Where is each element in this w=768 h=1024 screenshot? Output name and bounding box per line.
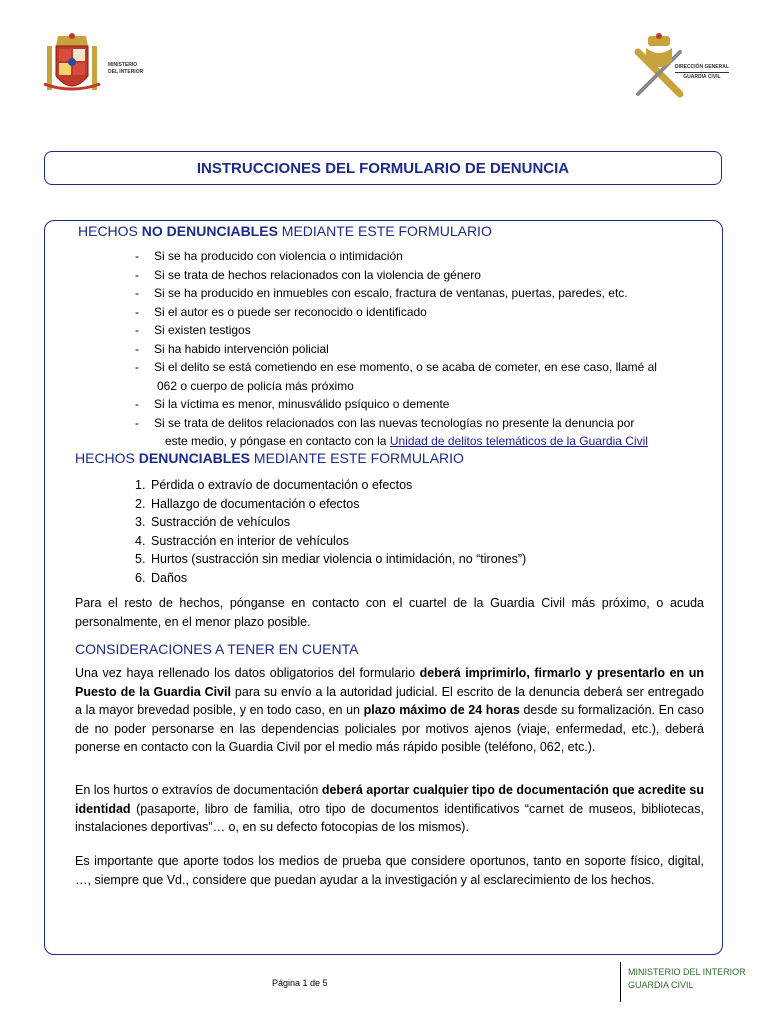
consideraciones-paragraph-3: Es importante que aporte todos los medios de prueba que considere oportunos, tanto en soporte físico, digital, …, siempre que Vd., considere que puedan ayudar a la investigación y al esclarecimiento de los hechos.: [75, 854, 704, 887]
list-item: - Si ha habido intervención policial: [135, 341, 329, 356]
left-logo-text: MINISTERIO DEL INTERIOR: [108, 62, 144, 75]
list-item: - Si existen testigos: [135, 323, 251, 337]
list-item: 1. Pérdida o extravío de documentación o efectos: [135, 478, 413, 492]
list-item: - Si se ha producido en inmuebles con escalo, fractura de ventanas, puertas, paredes, etc.: [135, 286, 628, 300]
list-item: 5. Hurtos (sustracción sin mediar violencia o intimidación, no “tirones”): [135, 552, 527, 566]
resto-paragraph: Para el resto de hechos, pónganse en contacto con el cuartel de la Guardia Civil más próximo, o acuda personalmente, en el menor plazo posible.: [75, 596, 704, 629]
list-item: 6. Daños: [135, 570, 188, 585]
list-item-continuation: 062 o cuerpo de policía más próximo: [157, 378, 354, 393]
list-item: - Si se trata de hechos relacionados con la violencia de género: [135, 267, 481, 282]
consideraciones-heading: CONSIDERACIONES A TENER EN CUENTA: [75, 641, 359, 657]
consideraciones-paragraph-2: En los hurtos o extravíos de documentación deberá aportar cualquier tipo de documentación que acredite su identidad (pasaporte, libro de familia, otro tipo de documentos identificativos “carnet de museos, bibliotecas, instalaciones deportivas”… o, en su defecto fotocopias de los mismos).: [75, 783, 705, 834]
list-item: - Si el autor es o puede ser reconocido o identificado: [135, 304, 427, 319]
right-logo-text: DIRECCIÓN GENERAL GUARDIA CIVIL: [675, 64, 729, 80]
list-item: 3. Sustracción de vehículos: [135, 515, 290, 529]
no-denunciables-list: [135, 247, 715, 451]
denunciables-heading: HECHOS DENUNCIABLES MEDIANTE ESTE FORMULARIO: [75, 450, 464, 466]
document-title: INSTRUCCIONES DEL FORMULARIO DE DENUNCIA: [196, 159, 570, 177]
page-number: Página 1 de 5: [272, 978, 328, 988]
denunciables-list: [135, 476, 695, 587]
list-item: - Si la víctima es menor, minusválido psíquico o demente: [135, 397, 450, 411]
list-item: 2. Hallazgo de documentación o efectos: [135, 496, 360, 511]
list-item: - Si el delito se está cometiendo en ese momento, o se acaba de cometer, en ese caso, llamé al: [135, 360, 657, 374]
no-denunciables-heading: HECHOS NO DENUNCIABLES MEDIANTE ESTE FORMULARIO: [78, 223, 492, 239]
document-title-box: [44, 151, 722, 185]
footer-organization: MINISTERIO DEL INTERIOR GUARDIA CIVIL: [628, 967, 746, 990]
list-item: - Si se ha producido con violencia o intimidación: [135, 249, 403, 263]
consideraciones-paragraph-1: Una vez haya rellenado los datos obligatorios del formulario deberá imprimirlo, firmarlo y presentarlo en un Puesto de la Guardia Civil para su envío a la autoridad judicial. El escrito de la denuncia deberá ser entregado a la mayor brevedad posible, y en todo caso, en un plazo máximo de 24 horas desde su formalización. En caso de no poder personarse en las dependencias policiales por motivos ajenos (viaje, enfermedad, etc.), deberá ponerse en contacto con la Guardia Civil por el medio más rápido posible (teléfono, 062, etc.).: [75, 666, 704, 754]
unidad-delitos-link[interactable]: Unidad de delitos telemáticos de la Guardia Civil: [389, 434, 648, 448]
list-item: - Si se trata de delitos relacionados con las nuevas tecnologías no presente la denuncia por: [135, 415, 635, 430]
footer-divider: [620, 962, 621, 1002]
list-item: 4. Sustracción en interior de vehículos: [135, 533, 350, 548]
list-item-continuation: este medio, y póngase en contacto con la Unidad de delitos telemáticos de la Guardia Civil: [165, 434, 648, 448]
